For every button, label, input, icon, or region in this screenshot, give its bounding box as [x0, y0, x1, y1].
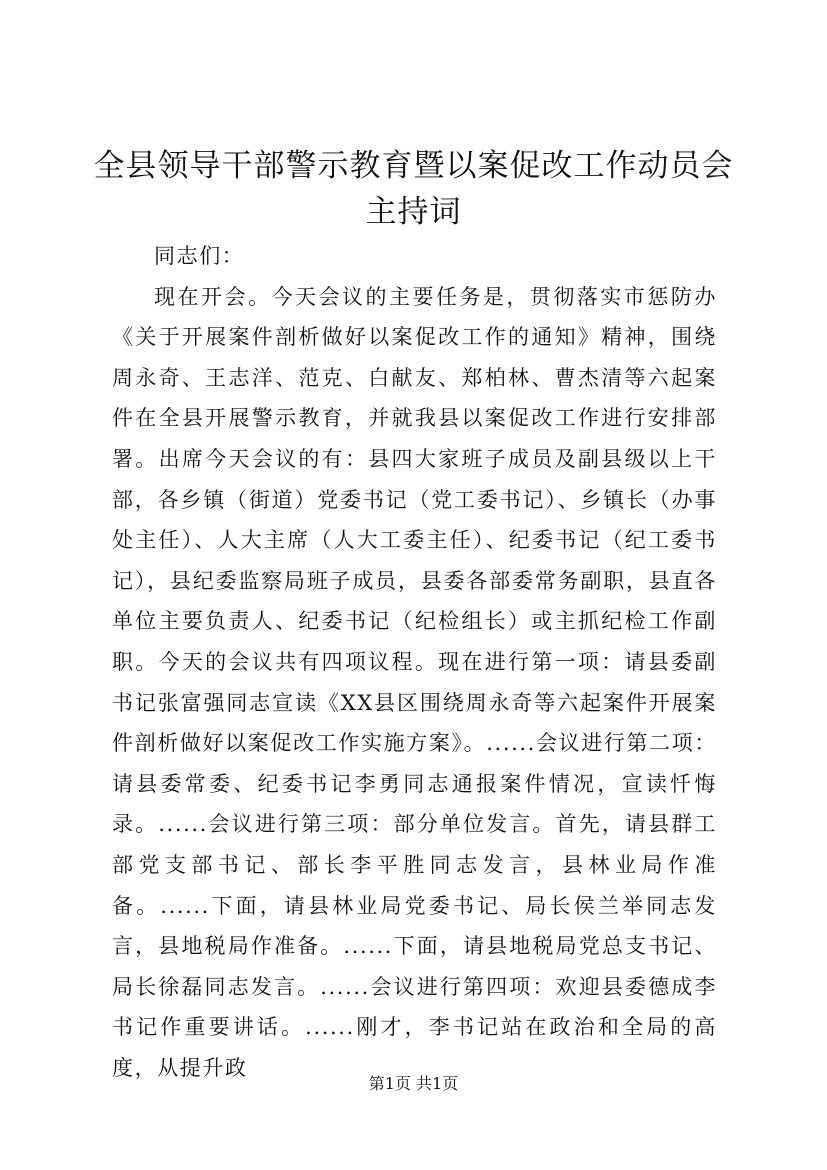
- title-line-1: 全县领导干部警示教育暨以案促改工作动员会: [93, 148, 734, 184]
- title-line-2: 主持词: [365, 194, 462, 230]
- document-title: [90, 143, 737, 235]
- page-number: 第1页 共1页: [368, 1074, 459, 1093]
- document-body: [112, 236, 717, 1088]
- salutation: 同志们：: [154, 244, 245, 268]
- body-paragraph: 现在开会。今天会议的主要任务是，贯彻落实市惩防办《关于开展案件剖析做好以案促改工作的通知》精神，围绕周永奇、王志洋、范克、白献友、郑柏林、曹杰清等六起案件在全县开展警示教育，并就我县以案促改工作进行安排部署。出席今天会议的有：县四大家班子成员及副县级以上干部，各乡镇（街道）党委书记（党工委书记）、乡镇长（办事处主任）、人大主席（人大工委主任）、纪委书记（纪工委书记），县纪委监察局班子成员，县委各部委常务副职，县直各单位主要负责人、纪委书记（纪检组长）或主抓纪检工作副职。今天的会议共有四项议程。现在进行第一项：请县委副书记张富强同志宣读《XX县区围绕周永奇等六起案件开展案件剖析做好以案促改工作实施方案》。......会议进行第二项：请县委常委、纪委书记李勇同志通报案件情况，宣读忏悔录。......会议进行第三项：部分单位发言。首先，请县群工部党支部书记、部长李平胜同志发言，县林业局作准备。......下面，请县林业局党委书记、局长侯兰举同志发言，县地税局作准备。......下面，请县地税局党总支书记、局长徐磊同志发言。......会议进行第四项：欢迎县委德成李书记作重要讲话。......刚才，李书记站在政治和全局的高度，从提升政: [112, 284, 717, 1080]
